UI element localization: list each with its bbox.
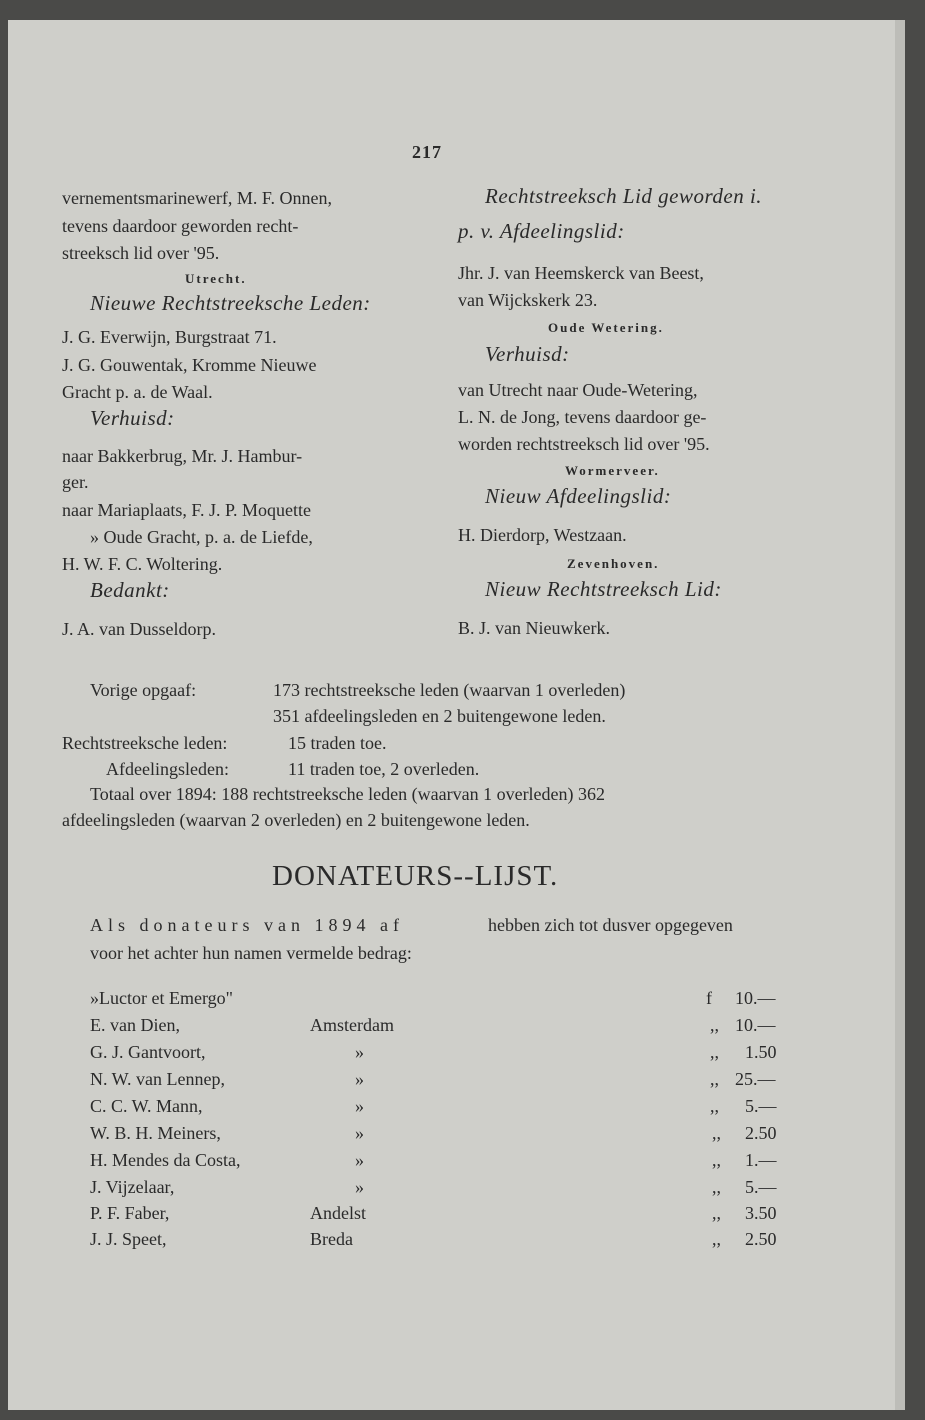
summary-vorige-line: 173 rechtstreeksche leden (waarvan 1 overleden) [273,680,626,700]
donateurs-intro-spaced: Als donateurs van 1894 af [90,915,404,935]
donor-currency: ,, [710,1069,719,1089]
summary-vorige-label: Vorige opgaaf: [90,680,197,700]
right-line: Jhr. J. van Heemskerck van Beest, [458,263,704,283]
right-line: L. N. de Jong, tevens daardoor ge- [458,407,707,427]
donor-amount: 2.50 [745,1229,777,1249]
donor-place: Breda [310,1229,353,1249]
donor-currency: ,, [712,1203,721,1223]
summary-recht-label: Rechtstreeksche leden: [62,733,228,753]
summary-recht-value: 15 traden toe. [288,733,387,753]
donor-amount: 10.— [735,1015,776,1035]
donor-amount: 5.— [745,1177,777,1197]
subheading-nieuw-afdeelingslid: Nieuw Afdeelingslid: [485,484,672,508]
donor-place: » [355,1150,364,1170]
left-line: J. G. Everwijn, Burgstraat 71. [62,327,277,347]
section-heading-utrecht: Utrecht. [185,271,247,286]
donor-name: N. W. van Lennep, [90,1069,225,1089]
donor-name: H. Mendes da Costa, [90,1150,241,1170]
donor-currency: ,, [712,1229,721,1249]
donor-currency: ,, [712,1123,721,1143]
left-line: tevens daardoor geworden recht- [62,216,299,236]
donor-place: » [355,1096,364,1116]
right-line: worden rechtstreeksch lid over '95. [458,434,710,454]
subheading-bedankt: Bedankt: [90,578,170,602]
donor-currency: ,, [710,1096,719,1116]
summary-afd-label: Afdeelingsleden: [106,759,229,779]
subheading-rechtstreeksch-lid-cont: p. v. Afdeelingslid: [458,219,625,243]
donateurs-title: DONATEURS--LIJST. [272,860,559,892]
summary-totaal-line: Totaal over 1894: 188 rechtstreeksche leden (waarvan 1 overleden) 362 [90,784,606,804]
donor-currency: ,, [710,1042,719,1062]
donor-place: » [355,1042,364,1062]
donor-place: » [355,1069,364,1089]
left-line: vernementsmarinewerf, M. F. Onnen, [62,188,332,208]
subheading-verhuisd: Verhuisd: [485,342,570,366]
donateurs-intro: voor het achter hun namen vermelde bedrag: [90,943,412,963]
right-line: van Utrecht naar Oude-Wetering, [458,380,698,400]
summary-totaal-line: afdeelingsleden (waarvan 2 overleden) en 2 buitengewone leden. [62,810,530,830]
donor-name: J. Vijzelaar, [90,1177,175,1197]
summary-vorige-line: 351 afdeelingsleden en 2 buitengewone leden. [273,706,606,726]
section-heading-oude-wetering: Oude Wetering. [548,320,664,335]
donor-place: » [355,1177,364,1197]
donor-amount: 1.50 [745,1042,777,1062]
donor-amount: 25.— [735,1069,776,1089]
left-line: ger. [62,472,89,492]
donor-currency: ,, [712,1150,721,1170]
subheading-rechtstreeksch-lid: Rechtstreeksch Lid geworden i. [485,184,763,208]
section-heading-zevenhoven: Zevenhoven. [567,556,660,571]
donateurs-intro: hebben zich tot dusver opgegeven [488,915,733,935]
donor-amount: 5.— [745,1096,777,1116]
summary-afd-value: 11 traden toe, 2 overleden. [288,759,480,779]
donor-currency: ,, [710,1015,719,1035]
donor-place: Amsterdam [310,1015,394,1035]
donor-name: C. C. W. Mann, [90,1096,203,1116]
left-line: » Oude Gracht, p. a. de Liefde, [90,527,313,547]
left-line: streeksch lid over '95. [62,243,220,263]
donor-amount: 3.50 [745,1203,777,1223]
right-line: B. J. van Nieuwkerk. [458,618,610,638]
left-line: naar Bakkerbrug, Mr. J. Hambur- [62,446,303,466]
donor-place: Andelst [310,1203,366,1223]
donor-place: » [355,1123,364,1143]
subheading-nieuwe-leden: Nieuwe Rechtstreeksche Leden: [90,291,371,315]
donor-name: P. F. Faber, [90,1203,170,1223]
section-heading-wormerveer: Wormerveer. [565,463,660,478]
donor-amount: 1.— [745,1150,777,1170]
subheading-verhuisd: Verhuisd: [90,406,175,430]
donor-name: E. van Dien, [90,1015,180,1035]
left-line: J. A. van Dusseldorp. [62,619,216,639]
donor-amount: 10.— [735,988,776,1008]
left-line: J. G. Gouwentak, Kromme Nieuwe [62,355,317,375]
donor-currency: ,, [712,1177,721,1197]
right-line: van Wijckskerk 23. [458,290,598,310]
left-line: H. W. F. C. Woltering. [62,554,223,574]
subheading-nieuw-rechtstreeksch-lid: Nieuw Rechtstreeksch Lid: [485,577,722,601]
donor-name: »Luctor et Emergo" [90,988,233,1008]
page-number: 217 [412,142,442,162]
left-line: Gracht p. a. de Waal. [62,382,213,402]
donor-name: J. J. Speet, [90,1229,167,1249]
donor-currency: f [706,988,712,1008]
right-line: H. Dierdorp, Westzaan. [458,525,627,545]
donor-name: G. J. Gantvoort, [90,1042,206,1062]
donor-name: W. B. H. Meiners, [90,1123,221,1143]
donor-amount: 2.50 [745,1123,777,1143]
left-line: naar Mariaplaats, F. J. P. Moquette [62,500,312,520]
